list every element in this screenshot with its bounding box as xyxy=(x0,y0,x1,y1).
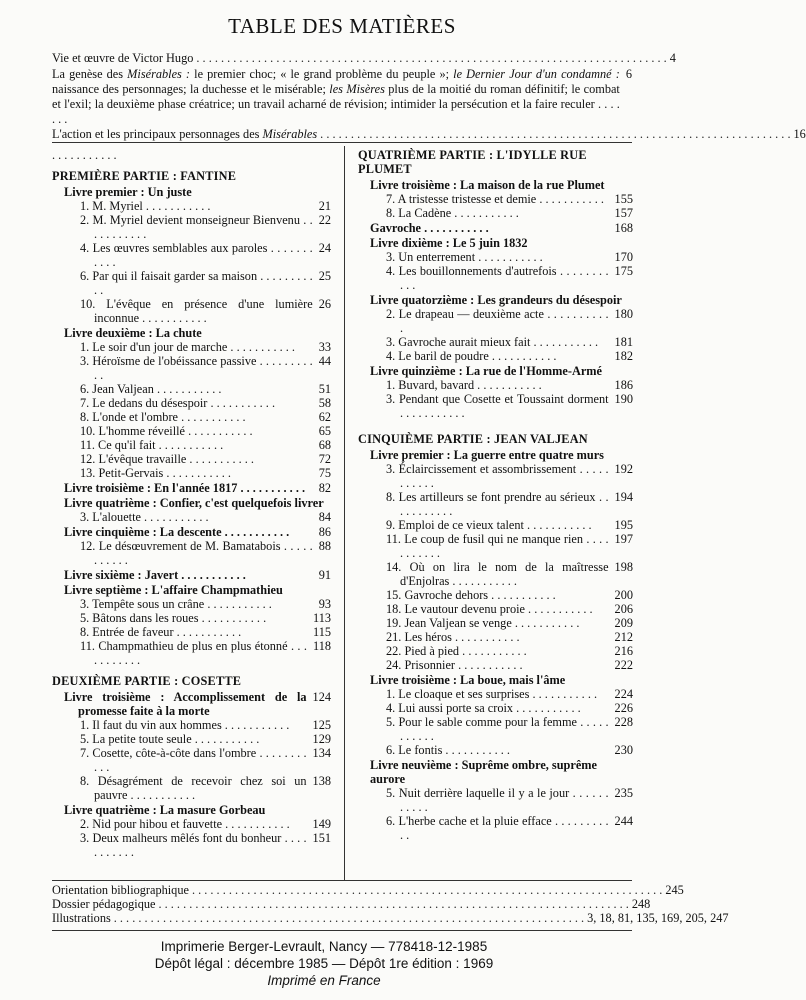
toc-entry: 1. Il faut du vin aux hommes . . . . . . . . . . . 125 xyxy=(80,718,331,732)
toc-entry: 5. Pour le sable comme pour la femme . . . . . . . . . . . 228 xyxy=(386,715,633,743)
toc-entry: 3. Éclaircissement et assombrissement . . . . . . . . . . . 192 xyxy=(386,462,633,490)
toc-entry: 12. L'évêque travaille . . . . . . . . . . . 72 xyxy=(80,452,331,466)
toc-entry: 7. A tristesse tristesse et demie . . . . . . . . . . . 155 xyxy=(386,192,633,206)
book-heading: Livre quatorzième : Les grandeurs du désespoir xyxy=(370,293,622,307)
part-heading: QUATRIÈME PARTIE : L'IDYLLE RUE PLUMET xyxy=(358,148,587,176)
toc-entry: 14. Où on lira le nom de la maîtresse d'Enjolras . . . . . . . . . . . 198 xyxy=(386,560,633,588)
divider-bottom xyxy=(52,880,632,881)
book-heading: Livre septième : L'affaire Champmathieu xyxy=(64,583,283,597)
toc-entry: 8. Désagrément de recevoir chez soi un pauvre . . . . . . . . . . . 138 xyxy=(80,774,331,802)
toc-entry: 11. Le coup de fusil qui ne manque rien . . . . . . . . . . . 197 xyxy=(386,532,633,560)
part-heading: PREMIÈRE PARTIE : FANTINE xyxy=(52,169,237,183)
toc-entry: 11. Ce qu'il fait . . . . . . . . . . . 68 xyxy=(80,438,331,452)
toc-entry: 8. La Cadène . . . . . . . . . . . 157 xyxy=(386,206,633,220)
toc-entry: 7. Cosette, côte-à-côte dans l'ombre . . . . . . . . . . . 134 xyxy=(80,746,331,774)
toc-entry: 3. Héroïsme de l'obéissance passive . . . . . . . . . . . 44 xyxy=(80,354,331,382)
toc-entry: 1. M. Myriel . . . . . . . . . . . 21 xyxy=(80,199,331,213)
toc-entry: . . . . . . . . . . . xyxy=(52,148,117,162)
toc-entry: 3. Un enterrement . . . . . . . . . . . 170 xyxy=(386,250,633,264)
toc-entry: 21. Les héros . . . . . . . . . . . 212 xyxy=(386,630,633,644)
toc-entry: 8. Les artilleurs se font prendre au sérieux . . . . . . . . . . . 194 xyxy=(386,490,633,518)
book-heading: Livre quatrième : La masure Gorbeau xyxy=(64,803,266,817)
column-divider xyxy=(344,146,345,881)
book-heading: Livre troisième : La boue, mais l'âme xyxy=(370,673,566,687)
toc-entry: 3. Pendant que Cosette et Toussaint dorment . . . . . . . . . . . 190 xyxy=(386,392,633,420)
toc-entry: 1. Le soir d'un jour de marche . . . . . . . . . . . 33 xyxy=(80,340,331,354)
toc-entry: 4. Le baril de poudre . . . . . . . . . . . 182 xyxy=(386,349,633,363)
toc-entry: 22. Pied à pied . . . . . . . . . . . 216 xyxy=(386,644,633,658)
toc-entry: 2. M. Myriel devient monseigneur Bienvenu . . . . . . . . . . . 22 xyxy=(80,213,331,241)
toc-entry: 12. Le désœuvrement de M. Bamatabois . . . . . . . . . . . 88 xyxy=(80,539,331,567)
toc-entry: 3. Tempête sous un crâne . . . . . . . . . . . 93 xyxy=(80,597,331,611)
book-heading: Livre troisième : Accomplissement de la promesse faite à la morte 124 xyxy=(64,690,331,718)
toc-entry: 15. Gavroche dehors . . . . . . . . . . . 200 xyxy=(386,588,633,602)
toc-entry: 24. Prisonnier . . . . . . . . . . . 222 xyxy=(386,658,633,672)
toc-entry: 1. Buvard, bavard . . . . . . . . . . . 186 xyxy=(386,378,633,392)
toc-entry: 4. Lui aussi porte sa croix . . . . . . . . . . . 226 xyxy=(386,701,633,715)
toc-entry: 11. Champmathieu de plus en plus étonné . . . . . . . . . . . 118 xyxy=(80,639,331,667)
intro-section xyxy=(52,51,806,142)
book-heading: Livre quatrième : Confier, c'est quelquefois livrer xyxy=(64,496,324,510)
page-title: TABLE DES MATIÈRES xyxy=(228,14,456,38)
book-heading: Livre neuvième : Suprême ombre, suprême aurore xyxy=(370,758,597,786)
toc-entry: 6. Par qui il faisait garder sa maison . . . . . . . . . . . 25 xyxy=(80,269,331,297)
right-column xyxy=(358,148,633,842)
toc-entry: 5. Nuit derrière laquelle il y a le jour . . . . . . . . . . . 235 xyxy=(386,786,633,814)
toc-entry: 3. L'alouette . . . . . . . . . . . 84 xyxy=(80,510,331,524)
toc-entry: 8. Entrée de faveur . . . . . . . . . . . 115 xyxy=(80,625,331,639)
toc-entry-genese: La genèse des Misérables : le premier choc; « le grand problème du peuple »; le Dernier Jour d'un condamné : naissance des personnages; la duchesse et le misérable; les Misères plus de la moitié du roman définitif; le combat et l'exil; la deuxième phase créatrice; un travail acharné de révision; intimider la persécution et la faire reculer . . . . . . . 6 xyxy=(52,67,632,126)
book-heading: Livre deuxième : La chute xyxy=(64,326,202,340)
appendix-entry: Dossier pédagogique . . . 248 xyxy=(52,897,632,911)
toc-entry: 4. Les bouillonnements d'autrefois . . . . . . . . . . . 175 xyxy=(386,264,633,292)
appendix-section xyxy=(52,883,729,925)
toc-entry: Livre troisième : En l'année 1817 . . . . . . . . . . . 82 xyxy=(64,481,331,495)
toc-entry: 6. L'herbe cache et la pluie efface . . . . . . . . . . . 244 xyxy=(386,814,633,842)
book-heading: Livre premier : Un juste xyxy=(64,185,192,199)
toc-entry: 2. Nid pour hibou et fauvette . . . . . . . . . . . 149 xyxy=(80,817,331,831)
toc-entry: 5. Bâtons dans les roues . . . . . . . . . . . 113 xyxy=(80,611,331,625)
toc-entry: 7. Le dedans du désespoir . . . . . . . . . . . 58 xyxy=(80,396,331,410)
toc-entry: 3. Deux malheurs mêlés font du bonheur . . . . . . . . . . . 151 xyxy=(80,831,331,859)
toc-entry: 1. Le cloaque et ses surprises . . . . . . . . . . . 224 xyxy=(386,687,633,701)
toc-entry: 6. Le fontis . . . . . . . . . . . 230 xyxy=(386,743,633,757)
toc-entry: 5. La petite toute seule . . . . . . . . . . . 129 xyxy=(80,732,331,746)
toc-entry-vie-oeuvre: Vie et œuvre de Victor Hugo . . . 4 xyxy=(52,51,632,66)
toc-entry: 3. Gavroche aurait mieux fait . . . . . . . . . . . 181 xyxy=(386,335,633,349)
imprint-printer: Imprimerie Berger-Levrault, Nancy — 778418-12-1985 xyxy=(160,939,488,954)
appendix-entry: Illustrations . . . 3, 18, 81, 135, 169, 205, 247 xyxy=(52,911,632,925)
toc-entry: Gavroche . . . . . . . . . . . 168 xyxy=(370,221,633,235)
toc-entry: 13. Petit-Gervais . . . . . . . . . . . 75 xyxy=(80,466,331,480)
divider-footer xyxy=(52,930,632,931)
toc-entry: 4. Les œuvres semblables aux paroles . . . . . . . . . . . 24 xyxy=(80,241,331,269)
toc-entry: 10. L'homme réveillé . . . . . . . . . . . 65 xyxy=(80,424,331,438)
toc-entry: 19. Jean Valjean se venge . . . . . . . . . . . 209 xyxy=(386,616,633,630)
book-heading: Livre dixième : Le 5 juin 1832 xyxy=(370,236,528,250)
toc-entry: 2. Le drapeau — deuxième acte . . . . . . . . . . . 180 xyxy=(386,307,633,335)
toc-entry: 9. Emploi de ce vieux talent . . . . . . . . . . . 195 xyxy=(386,518,633,532)
divider-top xyxy=(52,142,632,143)
part-heading: DEUXIÈME PARTIE : COSETTE xyxy=(52,674,242,688)
book-heading: Livre quinzième : La rue de l'Homme-Armé xyxy=(370,364,602,378)
toc-entry: Livre cinquième : La descente . . . . . . . . . . . 86 xyxy=(64,525,331,539)
imprint-legal: Dépôt légal : décembre 1985 — Dépôt 1re édition : 1969 xyxy=(154,956,494,971)
imprint-country: Imprimé en France xyxy=(267,973,381,988)
toc-entry: 18. Le vautour devenu proie . . . . . . . . . . . 206 xyxy=(386,602,633,616)
toc-entry: Livre sixième : Javert . . . . . . . . . . . 91 xyxy=(64,568,331,582)
appendix-entry: Orientation bibliographique . . . 245 xyxy=(52,883,632,897)
left-column xyxy=(52,148,331,859)
book-heading: Livre troisième : La maison de la rue Plumet xyxy=(370,178,605,192)
toc-entry: 10. L'évêque en présence d'une lumière inconnue . . . . . . . . . . . 26 xyxy=(80,297,331,325)
toc-entry: 6. Jean Valjean . . . . . . . . . . . 51 xyxy=(80,382,331,396)
toc-entry: 8. L'onde et l'ombre . . . . . . . . . . . 62 xyxy=(80,410,331,424)
imprint xyxy=(0,938,648,989)
book-heading: Livre premier : La guerre entre quatre murs xyxy=(370,448,604,462)
part-heading: CINQUIÈME PARTIE : JEAN VALJEAN xyxy=(358,432,588,446)
toc-entry-action: L'action et les principaux personnages des Misérables . . . 16 xyxy=(52,127,632,142)
